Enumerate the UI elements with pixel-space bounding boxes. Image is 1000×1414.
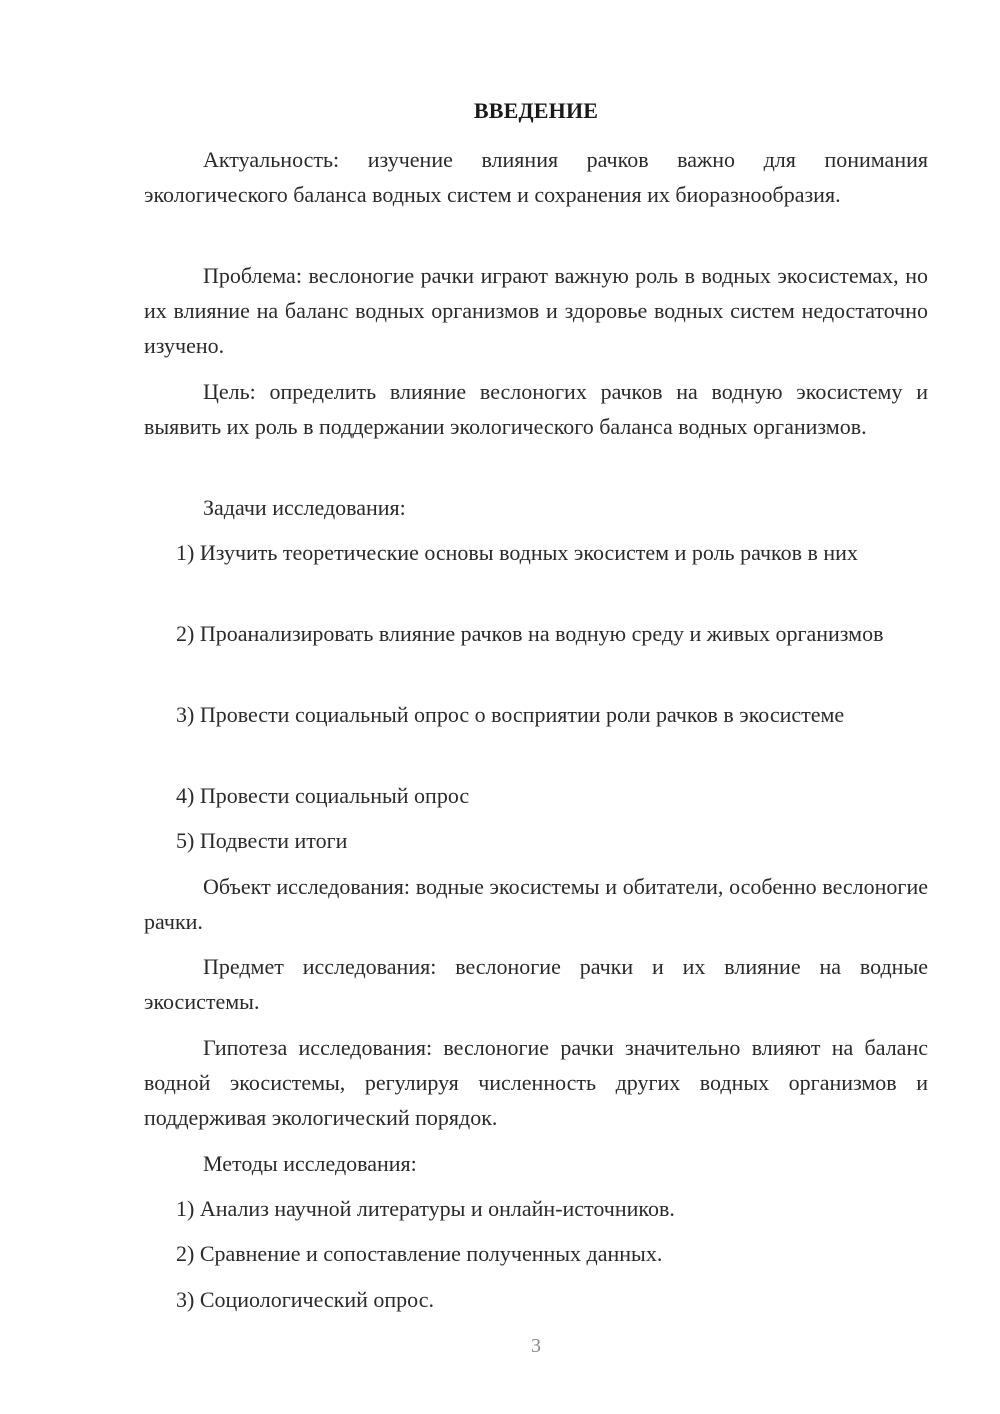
hypothesis-paragraph: Гипотеза исследования: веслоногие рачки значительно влияют на баланс водной экосистемы, регулируя численность других водных организмов и поддерживая экологический порядок. — [144, 1035, 928, 1130]
method-item: 1) Анализ научной литературы и онлайн-источников. — [176, 1196, 675, 1221]
subject-paragraph: Предмет исследования: веслоногие рачки и их влияние на водные экосистемы. — [144, 954, 928, 1014]
problem-paragraph: Проблема: веслоногие рачки играют важную роль в водных экосистемах, но их влияние на баланс водных организмов и здоровье водных систем недостаточно изучено. — [144, 263, 928, 358]
task-item: 5) Подвести итоги — [176, 828, 348, 853]
object-paragraph: Объект исследования: водные экосистемы и обитатели, особенно веслоногие рачки. — [144, 874, 928, 934]
task-item: 4) Провести социальный опрос — [176, 783, 470, 808]
page-number: 3 — [531, 1335, 541, 1357]
relevance-paragraph: Актуальность: изучение влияния рачков важно для понимания экологического баланса водных систем и сохранения их биоразнообразия. — [144, 147, 928, 207]
task-item: 1) Изучить теоретические основы водных экосистем и роль рачков в них — [176, 540, 858, 565]
tasks-heading: Задачи исследования: — [203, 495, 406, 520]
method-item: 3) Социологический опрос. — [176, 1287, 434, 1312]
goal-paragraph: Цель: определить влияние веслоногих рачков на водную экосистему и выявить их роль в поддержании экологического баланса водных организмов. — [144, 379, 928, 439]
methods-heading: Методы исследования: — [203, 1151, 417, 1176]
page-title: ВВЕДЕНИЕ — [473, 98, 599, 123]
task-item: 3) Провести социальный опрос о восприятии роли рачков в экосистеме — [176, 702, 845, 727]
task-item: 2) Проанализировать влияние рачков на водную среду и живых организмов — [176, 621, 884, 646]
method-item: 2) Сравнение и сопоставление полученных данных. — [176, 1241, 663, 1266]
